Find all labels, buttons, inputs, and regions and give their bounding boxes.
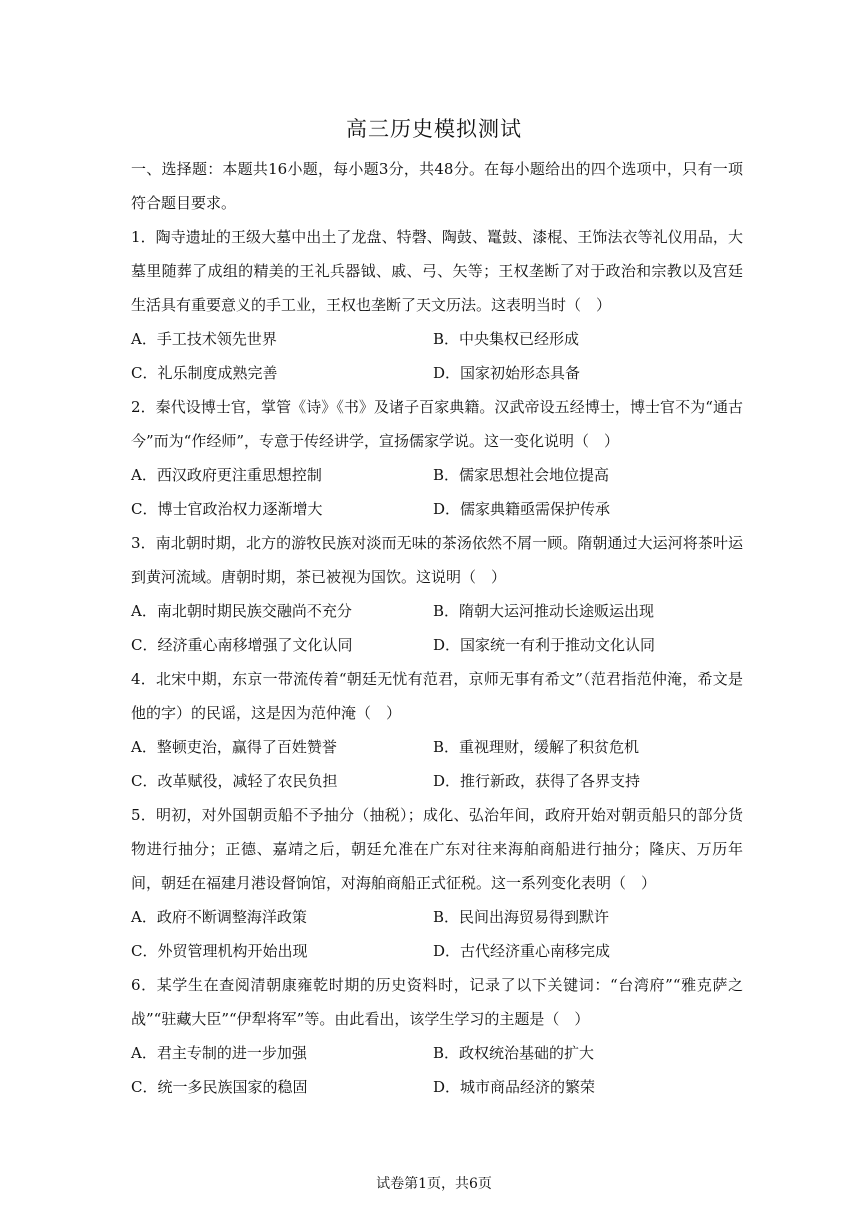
option-d: D．推行新政，获得了各界支持 <box>433 772 641 790</box>
question-stem: 6．某学生在查阅清朝康雍乾时期的历史资料时，记录了以下关键词：“台湾府”“雅克萨之战”“驻藏大臣”“伊犁将军”等。由此看出，该学生学习的主题是（ ） <box>131 976 743 1028</box>
question-4 <box>131 662 743 798</box>
option-d: D．儒家典籍亟需保护传承 <box>433 500 611 518</box>
option-a: A．西汉政府更注重思想控制 <box>131 466 322 484</box>
option-c: C．经济重心南移增强了文化认同 <box>131 636 353 654</box>
option-row <box>131 458 743 492</box>
option-row <box>131 356 743 390</box>
option-b: B．政权统治基础的扩大 <box>433 1044 595 1062</box>
option-b: B．儒家思想社会地位提高 <box>433 466 610 484</box>
option-c: C．博士官政治权力逐渐增大 <box>131 500 323 518</box>
option-d: D．城市商品经济的繁荣 <box>433 1078 596 1096</box>
exam-content <box>131 152 743 1104</box>
option-row <box>131 1036 743 1070</box>
question-3 <box>131 526 743 662</box>
question-stem: 3．南北朝时期，北方的游牧民族对淡而无味的茶汤依然不屑一顾。隋朝通过大运河将茶叶运到黄河流域。唐朝时期，茶已被视为国饮。这说明（ ） <box>131 534 743 586</box>
option-row <box>131 594 743 628</box>
option-c: C．统一多民族国家的稳固 <box>131 1078 308 1096</box>
option-d: D．古代经济重心南移完成 <box>433 942 611 960</box>
option-row <box>131 730 743 764</box>
option-row <box>131 934 743 968</box>
option-a: A．南北朝时期民族交融尚不充分 <box>131 602 352 620</box>
option-b: B．民间出海贸易得到默许 <box>433 908 610 926</box>
option-b: B．隋朝大运河推动长途贩运出现 <box>433 602 655 620</box>
option-a: A．整顿吏治，赢得了百姓赞誉 <box>131 738 337 756</box>
page-footer: 试卷第1页，共6页 <box>376 1176 492 1192</box>
option-row <box>131 1070 743 1104</box>
option-d: D．国家统一有利于推动文化认同 <box>433 636 656 654</box>
option-a: A．君主专制的进一步加强 <box>131 1044 307 1062</box>
option-a: A．政府不断调整海洋政策 <box>131 908 307 926</box>
option-a: A．手工技术领先世界 <box>131 330 277 348</box>
question-stem: 1．陶寺遗址的王级大墓中出土了龙盘、特磬、陶鼓、鼍鼓、漆棍、王饰法衣等礼仪用品，大墓里随葬了成组的精美的王礼兵器钺、戚、弓、矢等；王权垄断了对于政治和宗教以及宫廷生活具有重要意义的手工业，王权也垄断了天文历法。这表明当时（ ） <box>131 228 743 314</box>
option-c: C．礼乐制度成熟完善 <box>131 364 278 382</box>
question-5 <box>131 798 743 968</box>
option-row <box>131 322 743 356</box>
question-stem: 5．明初，对外国朝贡船不予抽分（抽税）；成化、弘治年间，政府开始对朝贡船只的部分货物进行抽分；正德、嘉靖之后，朝廷允准在广东对往来海舶商船进行抽分；隆庆、万历年间，朝廷在福建月港设督饷馆，对海舶商船正式征税。这一系列变化表明（ ） <box>131 806 743 892</box>
question-stem: 2．秦代设博士官，掌管《诗》《书》及诸子百家典籍。汉武帝设五经博士，博士官不为“通古今”而为“作经师”，专意于传经讲学，宣扬儒家学说。这一变化说明（ ） <box>131 398 743 450</box>
option-c: C．外贸管理机构开始出现 <box>131 942 308 960</box>
option-c: C．改革赋役，减轻了农民负担 <box>131 772 338 790</box>
option-d: D．国家初始形态具备 <box>433 364 581 382</box>
section-intro: 一、选择题：本题共16小题，每小题3分，共48分。在每小题给出的四个选项中，只有一项符合题目要求。 <box>131 160 743 212</box>
question-stem: 4．北宋中期，东京一带流传着“朝廷无忧有范君，京师无事有希文”（范君指范仲淹，希文是他的字）的民谣，这是因为范仲淹（ ） <box>131 670 743 722</box>
option-b: B．重视理财，缓解了积贫危机 <box>433 738 640 756</box>
page-title: 高三历史模拟测试 <box>346 117 522 141</box>
question-2 <box>131 390 743 526</box>
option-row <box>131 628 743 662</box>
question-6 <box>131 968 743 1104</box>
option-row <box>131 900 743 934</box>
option-row <box>131 492 743 526</box>
option-row <box>131 764 743 798</box>
question-1 <box>131 220 743 390</box>
option-b: B．中央集权已经形成 <box>433 330 580 348</box>
